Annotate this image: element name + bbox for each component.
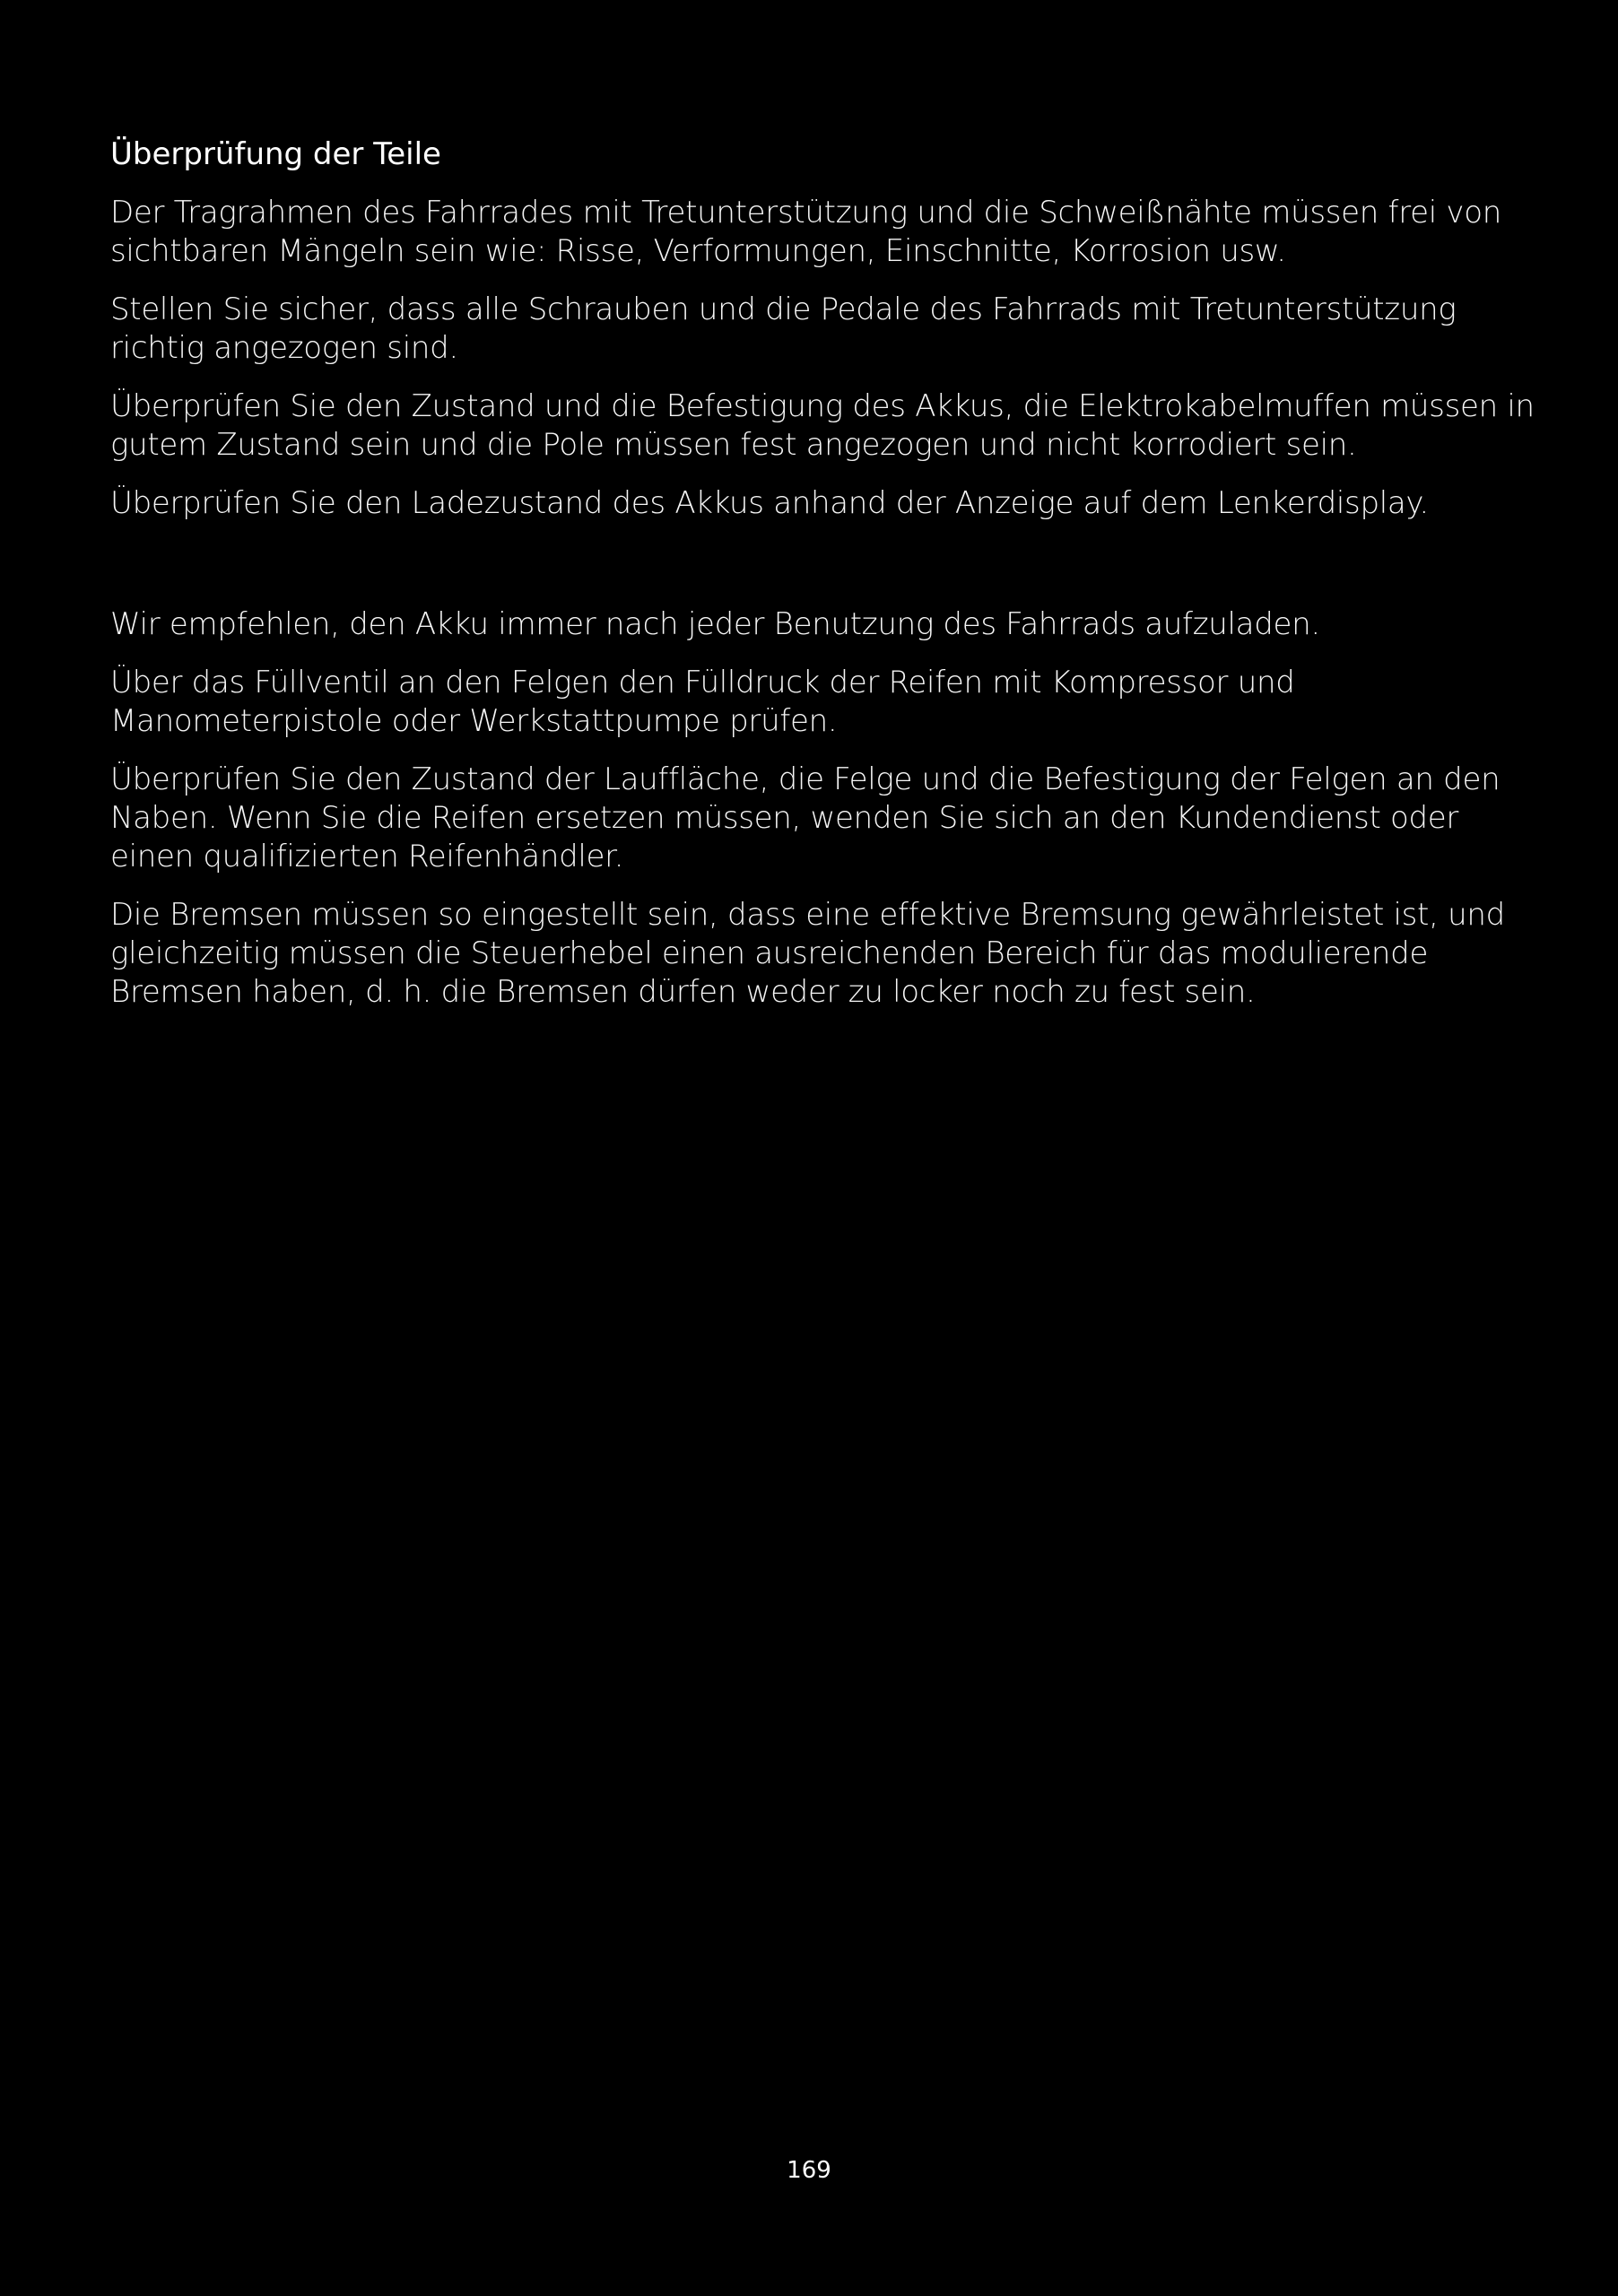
paragraph-charge-recommendation: Wir empfehlen, den Akku immer nach jeder Benutzung des Fahrrads aufzuladen. [110,606,1320,642]
paragraph-gap [110,543,1536,605]
paragraph-tread-rims: Überprüfen Sie den Zustand der Lauffläche, die Felge und die Befestigung der Felgen an den Naben. Wenn Sie die Reifen ersetzen müssen, wenden Sie sich an den Kundendienst oder einen qualifizierten Reifenhändler. [110,761,1501,874]
section-heading: Überprüfung der Teile [110,136,441,172]
paragraph-battery-charge-level: Überprüfen Sie den Ladezustand des Akkus anhand der Anzeige auf dem Lenkerdisplay. [110,485,1429,521]
page-number: 169 [787,2157,831,2184]
paragraph-brakes: Die Bremsen müssen so eingestellt sein, dass eine effektive Bremsung gewährleistet ist, und gleichzeitig müssen die Steuerhebel einen ausreichenden Bereich für das modulierende Bremsen haben, d. h. die Bremsen dürfen weder zu locker noch zu fest sein. [110,897,1505,1010]
paragraph-screws-pedals: Stellen Sie sicher, dass alle Schrauben und die Pedale des Fahrrads mit Tretunterstützung richtig angezogen sind. [110,291,1457,366]
paragraph-frame-check: Der Tragrahmen des Fahrrades mit Tretunterstützung und die Schweißnähte müssen frei von sichtbaren Mängeln sein wie: Risse, Verformungen, Einschnitte, Korrosion usw. [110,195,1501,269]
paragraph-tire-pressure: Über das Füllventil an den Felgen den Fülldruck der Reifen mit Kompressor und Manometerpistole oder Werkstattpumpe prüfen. [110,665,1295,739]
paragraph-battery-condition: Überprüfen Sie den Zustand und die Befestigung des Akkus, die Elektrokabelmuffen müssen in gutem Zustand sein und die Pole müssen fest angezogen und nicht korrodiert sein. [110,388,1535,463]
document-body [110,133,1536,1031]
